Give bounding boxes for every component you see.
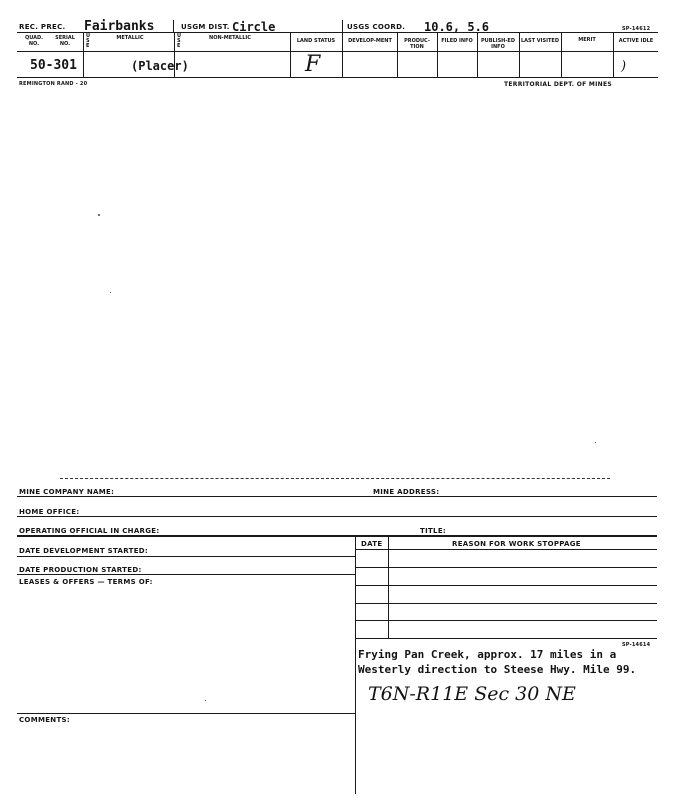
col-use-metallic: U S E xyxy=(86,33,91,49)
rule xyxy=(17,496,657,497)
col-divider xyxy=(477,33,478,77)
comments-label: COMMENTS: xyxy=(19,716,70,724)
rule xyxy=(17,713,355,714)
col-divider xyxy=(342,33,343,77)
scan-speck xyxy=(595,442,596,443)
rule xyxy=(17,516,657,517)
rule xyxy=(17,51,658,52)
mine-company-name-label: MINE COMPANY NAME: xyxy=(19,488,115,496)
stoppage-reason-header: REASON FOR WORK STOPPAGE xyxy=(452,540,581,548)
col-production: PRODUC-TION xyxy=(404,38,430,50)
col-metallic: METALLIC xyxy=(116,35,144,41)
form-code-2: SP-14614 xyxy=(622,642,651,648)
scan-speck xyxy=(205,700,206,701)
col-published-info: PUBLISH-ED INFO xyxy=(480,38,515,50)
form-code: SP-14612 xyxy=(622,26,651,32)
title-label: TITLE: xyxy=(420,527,446,535)
scan-speck xyxy=(98,214,100,216)
typed-note-line-1: Frying Pan Creek, approx. 17 miles in a xyxy=(358,648,617,661)
home-office-label: HOME OFFICE: xyxy=(19,508,80,516)
rec-prec-label: REC. PREC. xyxy=(19,23,66,31)
typed-note-line-2: Westerly direction to Steese Hwy. Mile 99. xyxy=(358,663,637,676)
col-divider xyxy=(561,33,562,77)
usgm-dist-label: USGM DIST. xyxy=(181,23,230,31)
rec-prec-value: Fairbanks xyxy=(84,19,155,34)
printer-mark: REMINGTON RAND - 20 xyxy=(19,81,88,87)
col-divider xyxy=(437,33,438,77)
col-divider xyxy=(613,33,614,77)
rule xyxy=(17,535,657,537)
col-merit: MERIT xyxy=(578,37,596,43)
stoppage-date-divider xyxy=(388,536,389,638)
fold-line xyxy=(60,478,610,479)
col-active-idle: ACTIVE IDLE xyxy=(618,38,654,44)
rule xyxy=(17,77,658,78)
dept-name: TERRITORIAL DEPT. OF MINES xyxy=(504,81,613,88)
col-use-nonmetallic: U S E xyxy=(177,33,182,49)
rule xyxy=(355,549,657,550)
col-divider xyxy=(290,33,291,77)
col-divider xyxy=(397,33,398,77)
land-status-value: F xyxy=(305,52,321,77)
date-development-label: DATE DEVELOPMENT STARTED: xyxy=(19,547,149,555)
rule xyxy=(355,620,657,621)
col-quad-no: QUAD. NO. xyxy=(24,35,44,47)
usgm-dist-value: Circle xyxy=(232,20,276,34)
scan-speck xyxy=(110,292,111,293)
rule xyxy=(17,574,355,575)
active-idle-mark: ) xyxy=(621,59,627,74)
usgs-coord-label: USGS COORD. xyxy=(347,23,406,31)
col-divider xyxy=(83,33,84,77)
col-last-visited: LAST VISITED xyxy=(521,38,559,44)
metallic-value: (Placer) xyxy=(131,59,189,73)
header-divider xyxy=(173,20,174,32)
serial-value: 50-301 xyxy=(30,58,77,73)
stoppage-date-header: DATE xyxy=(361,540,383,548)
rule xyxy=(355,585,657,586)
col-serial-no: SERIAL NO. xyxy=(55,35,75,47)
leases-label: LEASES & OFFERS — TERMS OF: xyxy=(19,578,153,586)
col-development: DEVELOP-MENT xyxy=(348,38,392,44)
date-production-label: DATE PRODUCTION STARTED: xyxy=(19,566,142,574)
col-divider xyxy=(519,33,520,77)
handwritten-note: T6N-R11E Sec 30 NE xyxy=(368,683,576,705)
col-land-status: LAND STATUS xyxy=(296,38,336,44)
usgs-coord-value: 10.6, 5.6 xyxy=(424,20,490,34)
col-non-metallic: NON-METALLIC xyxy=(209,35,251,41)
rule xyxy=(17,556,355,557)
rule xyxy=(355,567,657,568)
rule xyxy=(355,638,657,639)
rule xyxy=(355,603,657,604)
mine-address-label: MINE ADDRESS: xyxy=(373,488,440,496)
column-divider xyxy=(355,536,356,794)
header-divider xyxy=(342,20,343,32)
col-filed-info: FILED INFO xyxy=(441,38,473,44)
operating-official-label: OPERATING OFFICIAL IN CHARGE: xyxy=(19,527,160,535)
